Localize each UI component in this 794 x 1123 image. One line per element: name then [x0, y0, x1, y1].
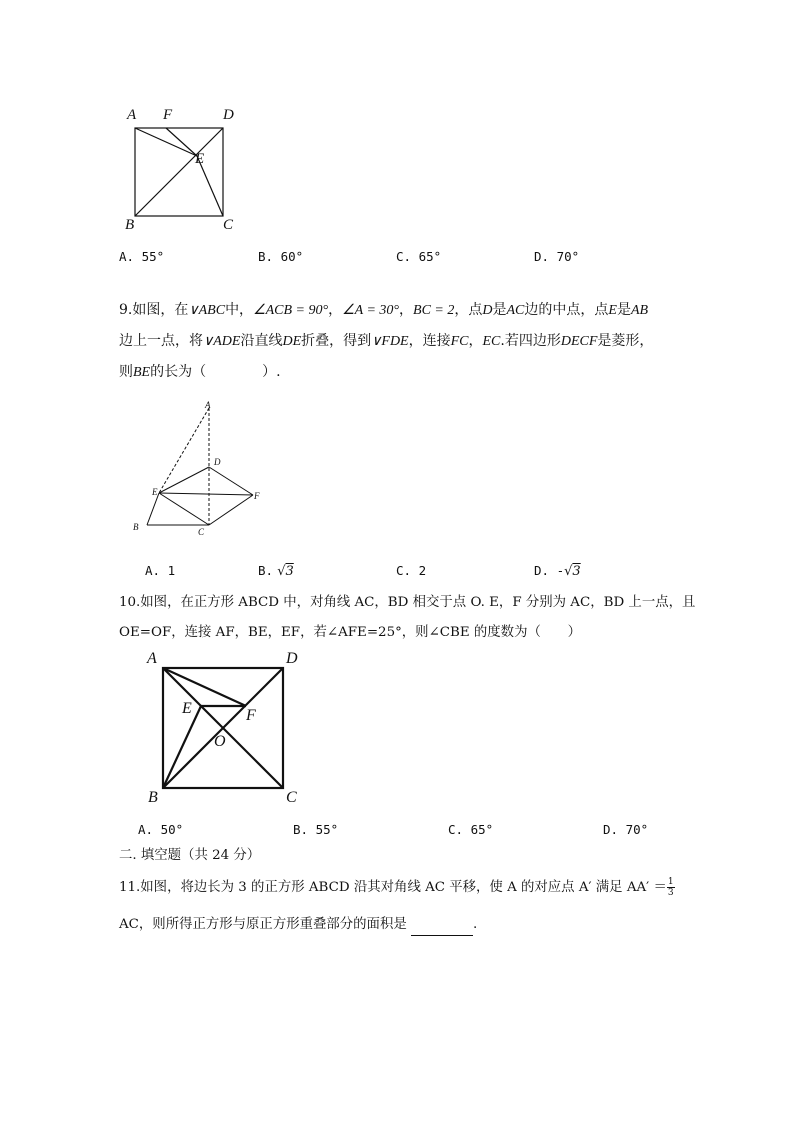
q10-label-o: O [214, 733, 226, 750]
q8-option-a[interactable]: A. 55° [119, 249, 165, 264]
q9-option-d[interactable]: D. -√3 [534, 563, 581, 579]
section-title: 二. 填空题（共 24 分） [119, 848, 261, 863]
q9-line-1: 9.如图，在∨ABC中，∠ACB = 90°，∠A = 30°，BC = 2，点D是AC边的中点，点E是AB [119, 302, 649, 318]
q11-line-1: 11.如图，将边长为 3 的正方形 ABCD 沿其对角线 AC 平移，使 A 的对应点 A′ 满足 AA′ ＝ $\frac{1}{3}$ [119, 877, 674, 898]
q9-line-2: 边上一点，将∨ADE沿直线DE折叠，得到∨FDE，连接FC，EC.若四边形DECF是菱形， [119, 333, 654, 349]
q9-line-3: 则BE的长为（ ）. [119, 364, 281, 380]
q11-fraction: $\frac{1}{3}$ [667, 877, 674, 898]
q9-label-c: C [198, 527, 205, 537]
q9-segment-ef [159, 493, 253, 495]
q10-option-c[interactable]: C. 65° [448, 822, 494, 837]
q9-label-e: E [152, 487, 158, 497]
q10-label-b: B [148, 789, 158, 806]
q10-label-e: E [182, 700, 192, 717]
q9-label-d: D [214, 457, 221, 467]
q10-segment-be [163, 706, 201, 788]
q9-segment-ec [159, 493, 209, 525]
q9-label-b: B [133, 522, 139, 532]
q8-label-b: B [125, 217, 135, 233]
q10-option-b[interactable]: B. 55° [293, 822, 339, 837]
q8-label-e: E [195, 151, 205, 167]
q8-label-c: C [223, 217, 234, 233]
q8-label-f: F [163, 107, 173, 123]
q10-option-a[interactable]: A. 50° [138, 822, 184, 837]
q8-diagonal-bd [135, 128, 223, 216]
q10-line-1: 10.如图，在正方形 ABCD 中，对角线 AC，BD 相交于点 O. E，F 分别为 AC，BD 上一点，且 [119, 595, 696, 610]
q11-answer-blank[interactable] [411, 915, 473, 936]
q8-segment-ae [135, 128, 197, 156]
q9-option-c[interactable]: C. 2 [396, 563, 427, 578]
q10-line-2: OE=OF，连接 AF，BE，EF，若∠AFE=25°，则∠CBE 的度数为（ ） [119, 625, 582, 640]
q9-option-b[interactable]: B. √3 [258, 563, 294, 579]
q10-label-f: F [246, 707, 256, 724]
q9-segment-de [159, 467, 209, 493]
q9-segment-fc [209, 495, 253, 525]
q10-segment-af [163, 668, 246, 706]
q9-segment-df [209, 467, 253, 495]
q10-option-d[interactable]: D. 70° [603, 822, 649, 837]
q8-label-a: A [127, 107, 137, 123]
q9-figure [120, 395, 280, 545]
q10-label-a: A [147, 650, 157, 667]
q11-line-2: AC，则所得正方形与原正方形重叠部分的面积是 . [119, 915, 477, 936]
q9-segment-be [147, 493, 159, 525]
q8-option-d[interactable]: D. 70° [534, 249, 580, 264]
q9-option-a[interactable]: A. 1 [145, 563, 176, 578]
q10-label-d: D [286, 650, 298, 667]
q9-label-f: F [254, 491, 260, 501]
q10-figure [140, 650, 310, 810]
q8-segment-fe [166, 128, 197, 156]
q8-option-b[interactable]: B. 60° [258, 249, 304, 264]
q10-label-c: C [286, 789, 297, 806]
q8-label-d: D [223, 107, 234, 123]
q8-option-c[interactable]: C. 65° [396, 249, 442, 264]
q9-label-a: A [205, 400, 211, 410]
